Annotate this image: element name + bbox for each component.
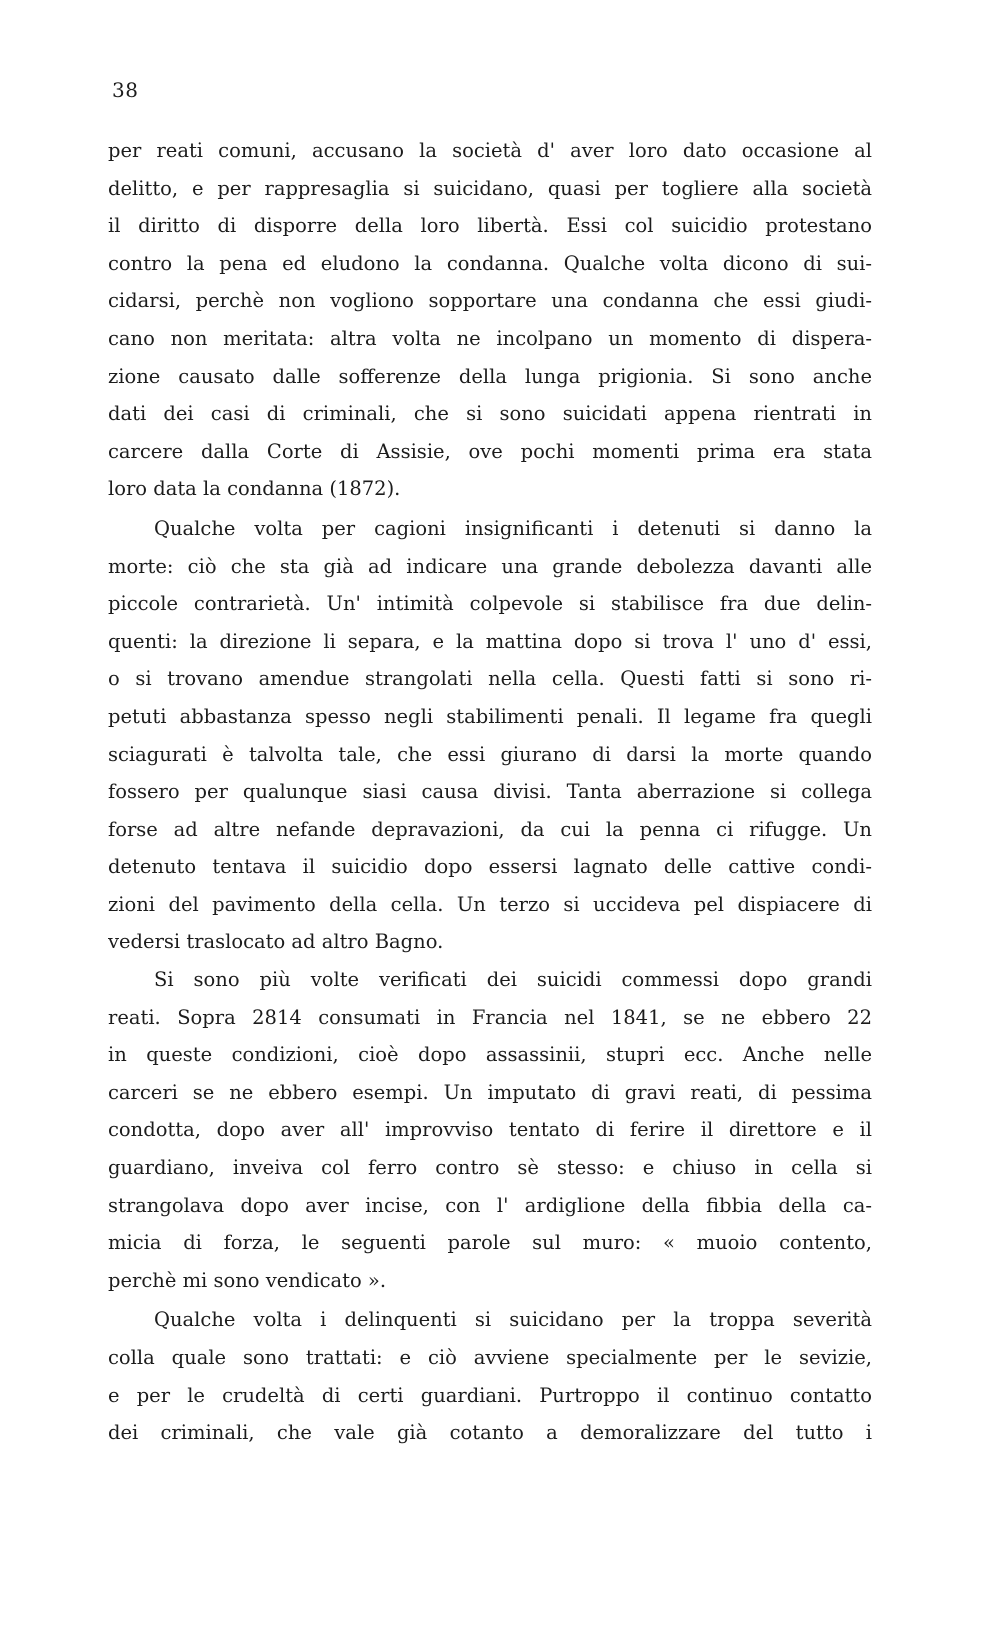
text-line: guardiano, inveiva col ferro contro sè stesso: e chiuso in cella si <box>108 1156 872 1180</box>
text-line: cano non meritata: altra volta ne incolpano un momento di dispera- <box>108 326 872 350</box>
text-line: morte: ciò che sta già ad indicare una grande debolezza davanti alle <box>108 554 872 578</box>
text-line: o si trovano amendue strangolati nella cella. Questi fatti si sono ri- <box>108 667 872 691</box>
text-line: piccole contrarietà. Un' intimità colpevole si stabilisce fra due delin- <box>108 592 872 616</box>
text-line: Qualche volta i delinquenti si suicidano per la troppa severità <box>154 1308 872 1332</box>
text-line: vedersi traslocato ad altro Bagno. <box>108 930 444 954</box>
text-line: perchè mi sono vendicato ». <box>108 1268 387 1292</box>
text-line: dei criminali, che vale già cotanto a demoralizzare del tutto i <box>108 1421 872 1445</box>
text-line: per reati comuni, accusano la società d' aver loro dato occasione al <box>108 139 872 162</box>
text-line: reati. Sopra 2814 consumati in Francia nel 1841, se ne ebbero 22 <box>108 1005 872 1029</box>
text-line: contro la pena ed eludono la condanna. Qualche volta dicono di sui- <box>108 251 872 275</box>
text-line: dati dei casi di criminali, che si sono suicidati appena rientrati in <box>108 402 872 426</box>
text-line: carcere dalla Corte di Assisie, ove pochi momenti prima era stata <box>108 439 872 463</box>
text-line: il diritto di disporre della loro libertà. Essi col suicidio protestano <box>108 214 872 238</box>
text-line: micia di forza, le seguenti parole sul muro: « muoio contento, <box>108 1231 872 1255</box>
text-line: forse ad altre nefande depravazioni, da cui la penna ci rifugge. Un <box>108 817 872 841</box>
text-line: cidarsi, perchè non vogliono sopportare una condanna che essi giudi- <box>108 289 872 313</box>
text-line: e per le crudeltà di certi guardiani. Purtroppo il continuo contatto <box>108 1383 872 1407</box>
text-line: Si sono più volte verificati dei suicidi commessi dopo grandi <box>154 968 872 992</box>
text-line: sciagurati è talvolta tale, che essi giurano di darsi la morte quando <box>108 742 872 766</box>
text-line: in queste condizioni, cioè dopo assassinii, stupri ecc. Anche nelle <box>108 1043 872 1067</box>
text-line: Qualche volta per cagioni insignificanti i detenuti si danno la <box>154 516 872 540</box>
text-line: loro data la condanna (1872). <box>108 477 401 501</box>
text-line: carceri se ne ebbero esempi. Un imputato di gravi reati, di pessima <box>108 1080 872 1104</box>
text-line: zione causato dalle sofferenze della lunga prigionia. Si sono anche <box>108 364 872 388</box>
text-line: colla quale sono trattati: e ciò avviene specialmente per le sevizie, <box>108 1346 872 1369</box>
text-line: condotta, dopo aver all' improvviso tentato di ferire il direttore e il <box>108 1118 872 1142</box>
text-line: quenti: la direzione li separa, e la mattina dopo si trova l' uno d' essi, <box>108 629 872 653</box>
page-number: 38 <box>112 78 139 102</box>
text-line: zioni del pavimento della cella. Un terzo si uccideva pel dispiacere di <box>108 892 872 916</box>
text-line: petuti abbastanza spesso negli stabilimenti penali. Il legame fra quegli <box>108 704 872 728</box>
text-line: detenuto tentava il suicidio dopo essersi lagnato delle cattive condi- <box>108 855 872 879</box>
body-text <box>108 132 872 1452</box>
text-line: fossero per qualunque siasi causa divisi. Tanta aberrazione si collega <box>108 780 872 804</box>
text-line: delitto, e per rappresaglia si suicidano, quasi per togliere alla società <box>108 176 872 200</box>
text-line: strangolava dopo aver incise, con l' ardiglione della fibbia della ca- <box>108 1193 872 1217</box>
